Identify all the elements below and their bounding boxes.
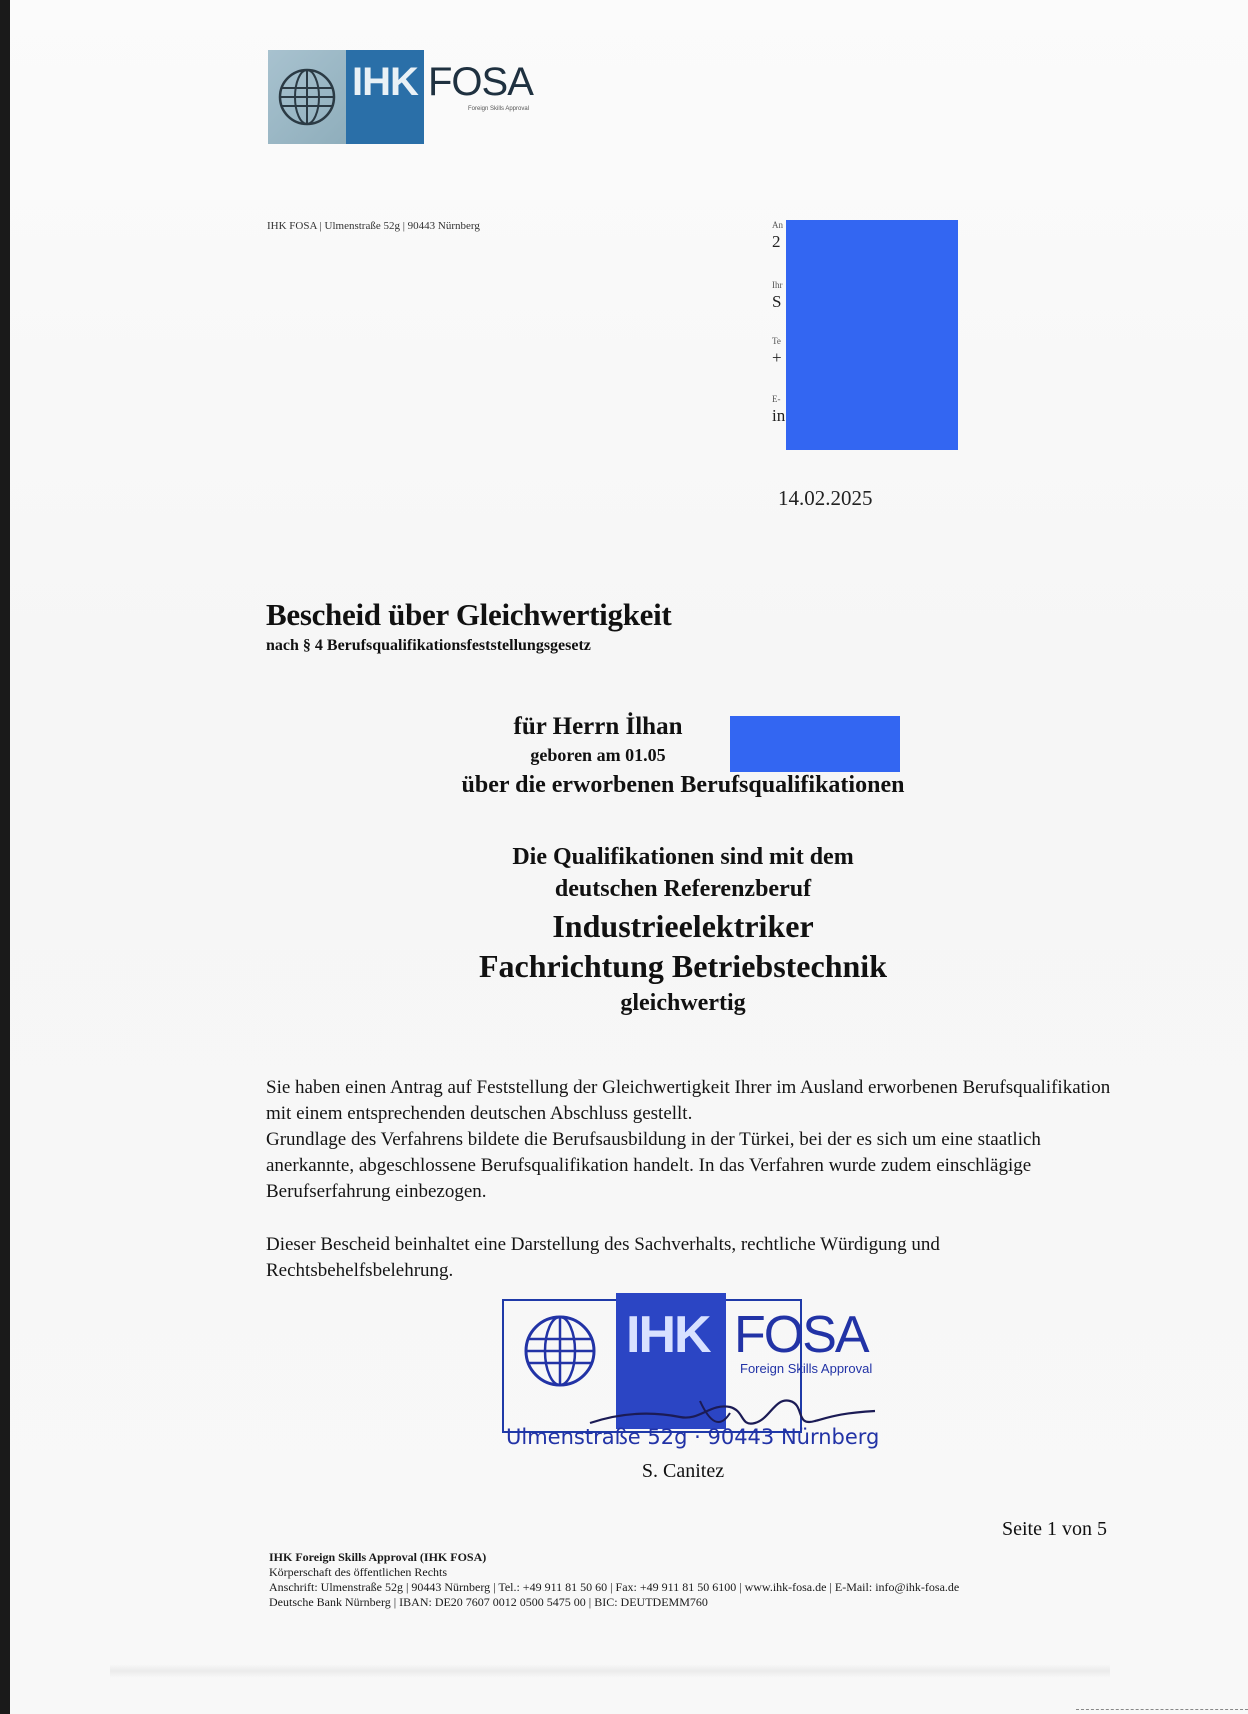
body-paragraph-1 [266, 1075, 1111, 1205]
birth-line [0, 745, 1248, 766]
letter-date: 14.02.2025 [778, 486, 873, 510]
reference-specialization: Fachrichtung Betriebstechnik [479, 948, 887, 984]
footer-legal-form: Körperschaft des öffentlichen Rechts [269, 1565, 448, 1579]
handwritten-signature [580, 1383, 880, 1443]
footer [269, 1550, 959, 1610]
contact-tel-value: + [772, 348, 782, 367]
contact-az-label: An [772, 220, 783, 230]
birth-date: geboren am 01.05 [530, 745, 666, 765]
footer-address: Anschrift: Ulmenstraße 52g | 90443 Nürnberg | Tel.: +49 911 81 50 60 | Fax: +49 911 81 50 6100 | www.ihk-fosa.de | E-Mail: info@ihk-fosa.de [269, 1580, 960, 1594]
recipient-name: für Herrn İlhan [513, 713, 683, 740]
logo-tagline: Foreign Skills Approval [468, 106, 530, 112]
contact-block [772, 220, 972, 450]
contact-az-value: 2 [772, 232, 781, 251]
reference-profession: Industrieelektriker [552, 908, 814, 944]
document-title: Bescheid über Gleichwertigkeit [266, 597, 672, 632]
contact-tel-label: Te [772, 336, 781, 346]
contact-email-value: in [772, 406, 786, 425]
stamp-tagline: Foreign Skills Approval [740, 1361, 873, 1376]
stamp-globe-icon [522, 1313, 598, 1389]
footer-organization: IHK Foreign Skills Approval (IHK FOSA) [269, 1550, 487, 1564]
qualification-about: über die erworbenen Berufsqualifikationen [461, 772, 905, 798]
stamp-ihk-text: IHK [626, 1306, 710, 1364]
stamp-address: Ulmenstraße 52g · 90443 Nürnberg [506, 1425, 880, 1449]
signer-name: S. Canitez [641, 1460, 725, 1482]
document-subtitle: nach § 4 Berufsqualifikationsfeststellungsgesetz [266, 637, 591, 654]
contact-ihr-value: S [772, 292, 782, 311]
dashed-edge-line [1076, 1709, 1248, 1710]
redaction-box-name [730, 716, 900, 772]
globe-icon [268, 50, 346, 144]
logo-ihk-block [346, 50, 424, 144]
contact-email-label: E- [772, 394, 781, 404]
redaction-box-contact [786, 220, 958, 450]
qualification-line-1: Die Qualifikationen sind mit dem [512, 844, 854, 870]
logo-fosa-block [428, 50, 533, 144]
official-stamp [500, 1293, 880, 1455]
logo-fosa-text: FOSA [428, 60, 533, 104]
scan-shadow [110, 1664, 1110, 1678]
page-number: Seite 1 von 5 [1002, 1518, 1107, 1540]
body-paragraph-1b: Grundlage des Verfahrens bildete die Berufsausbildung in der Türkei, bei der es sich um eine staatlich anerkannte, abgeschlossene Berufsqualifikation handelt. In das Verfahren wurde zudem einschlägige Berufserfahrung einbezogen. [266, 1129, 1041, 1202]
recipient-line [0, 713, 1248, 741]
ihk-fosa-logo [268, 50, 533, 144]
logo-ihk-text: IHK [352, 60, 418, 104]
body-paragraph-1a: Sie haben einen Antrag auf Feststellung der Gleichwertigkeit Ihrer im Ausland erworbenen Berufsqualifikation mit einem entsprechenden deutschen Abschluss gestellt. [266, 1077, 1111, 1124]
equivalence-result: gleichwertig [620, 990, 746, 1016]
qualification-line-2: deutschen Referenzberuf [554, 876, 812, 902]
sender-address-line: IHK FOSA | Ulmenstraße 52g | 90443 Nürnberg [267, 220, 480, 232]
footer-bank: Deutsche Bank Nürnberg | IBAN: DE20 7607 0012 0500 5475 00 | BIC: DEUTDEMM760 [269, 1595, 708, 1609]
stamp-fosa-text: FOSA [734, 1306, 868, 1364]
contact-ihr-label: Ihr [772, 280, 783, 290]
body-paragraph-2: Dieser Bescheid beinhaltet eine Darstellung des Sachverhalts, rechtliche Würdigung und Rechtsbehelfsbelehrung. [266, 1234, 940, 1281]
